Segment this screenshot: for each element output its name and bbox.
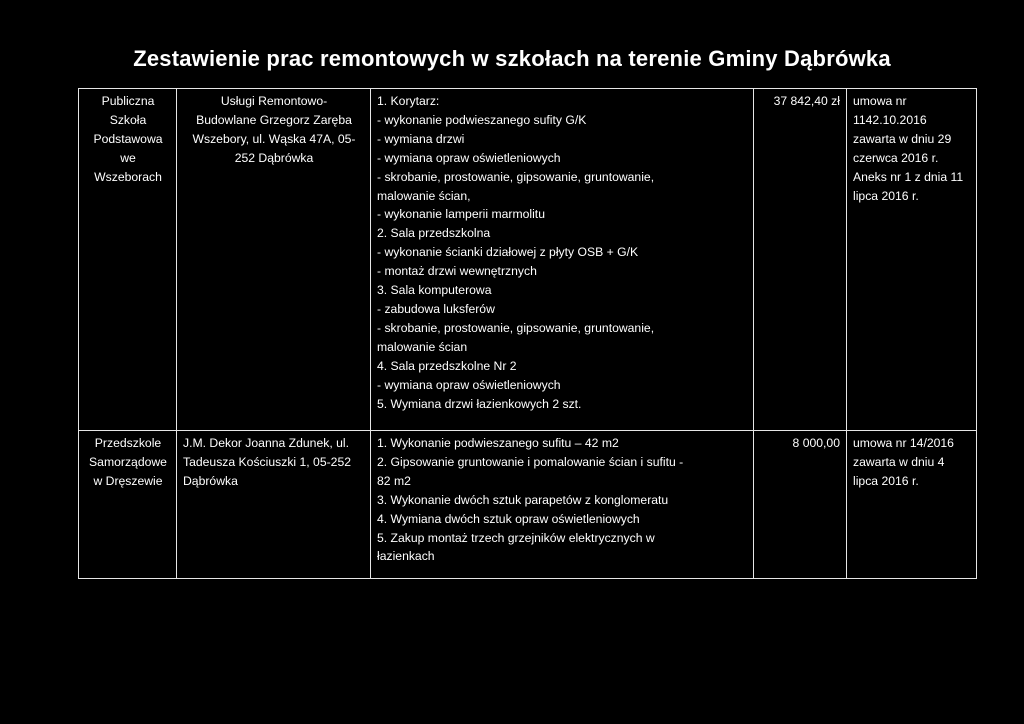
scope-line: 4. Wymiana dwóch sztuk opraw oświetleniowych (377, 511, 640, 526)
scope-line: malowanie ścian, (377, 188, 471, 203)
school-cell (79, 89, 177, 431)
contractor-line: Wszebory, ul. Wąska 47A, 05- (192, 131, 356, 146)
scope-line: - zabudowa luksferów (377, 301, 495, 316)
works-table (78, 88, 977, 579)
contract-line: lipca 2016 r. (853, 473, 919, 488)
scope-line: - montaż drzwi wewnętrznych (377, 264, 537, 279)
scope-cell (371, 431, 754, 579)
contractor-cell (177, 89, 371, 431)
contract-line: zawarta w dniu 4 (853, 454, 945, 469)
contractor-line: Budowlane Grzegorz Zaręba (196, 112, 352, 127)
table-row (79, 89, 977, 431)
school-line: Wszeborach (94, 169, 162, 184)
contract-line: czerwca 2016 r. (853, 150, 939, 165)
page-title: Zestawienie prac remontowych w szkołach na terenie Gminy Dąbrówka (133, 46, 891, 71)
scope-line: łazienkach (377, 549, 435, 564)
scope-line: 2. Sala przedszkolna (377, 226, 491, 241)
contract-line: zawarta w dniu 29 (853, 131, 952, 146)
scope-line: - skrobanie, prostowanie, gipsowanie, gruntowanie, (377, 169, 655, 184)
contract-line: umowa nr (853, 94, 907, 108)
school-line: Przedszkole (94, 436, 162, 450)
scope-line: - wymiana drzwi (377, 131, 465, 146)
scope-line: 1. Korytarz: (377, 94, 440, 108)
school-line: Publiczna (101, 94, 155, 108)
school-cell (79, 431, 177, 579)
contractor-line: Usługi Remontowo- (220, 94, 328, 108)
scope-cell (371, 89, 754, 431)
school-line: w Dręszewie (93, 473, 163, 488)
scope-line: 4. Sala przedszkolne Nr 2 (377, 358, 517, 373)
scope-line: - wykonanie ścianki działowej z płyty OSB + G/K (377, 245, 639, 260)
school-line: Podstawowa (93, 131, 163, 146)
table-row (79, 431, 977, 579)
school-line: Szkoła (109, 112, 147, 127)
amount-value: 8 000,00 (792, 436, 840, 450)
school-line: Samorządowe (89, 454, 167, 469)
scope-line: 82 m2 (377, 473, 411, 488)
scope-line: 5. Zakup montaż trzech grzejników elektrycznych w (377, 530, 655, 545)
contractor-line: Dąbrówka (183, 473, 238, 488)
scope-line: 3. Sala komputerowa (377, 283, 492, 298)
scope-line: - skrobanie, prostowanie, gipsowanie, gruntowanie, (377, 320, 655, 335)
contract-line: Aneks nr 1 z dnia 11 (853, 169, 964, 184)
scope-line: - wymiana opraw oświetleniowych (377, 377, 561, 392)
amount-cell (754, 89, 847, 431)
amount-value: 37 842,40 zł (773, 94, 840, 108)
contract-cell (847, 431, 977, 579)
scope-line: 2. Gipsowanie gruntowanie i pomalowanie ścian i sufitu - (377, 454, 684, 469)
contractor-line: Tadeusza Kościuszki 1, 05-252 (183, 454, 352, 469)
scope-line: 3. Wykonanie dwóch sztuk parapetów z konglomeratu (377, 492, 669, 507)
contractor-line: J.M. Dekor Joanna Zdunek, ul. (183, 436, 349, 450)
amount-cell (754, 431, 847, 579)
contractor-line: 252 Dąbrówka (234, 150, 314, 165)
contract-cell (847, 89, 977, 431)
contract-line: 1142.10.2016 (853, 112, 927, 127)
contract-line: umowa nr 14/2016 (853, 436, 954, 450)
contractor-cell (177, 431, 371, 579)
school-line: we (120, 150, 136, 165)
contract-line: lipca 2016 r. (853, 188, 919, 203)
scope-line: malowanie ścian (377, 339, 468, 354)
scope-line: 1. Wykonanie podwieszanego sufitu – 42 m2 (377, 436, 619, 450)
scope-line: - wymiana opraw oświetleniowych (377, 150, 561, 165)
scope-line: 5. Wymiana drzwi łazienkowych 2 szt. (377, 396, 582, 411)
scope-line: - wykonanie lamperii marmolitu (377, 207, 545, 222)
scope-line: - wykonanie podwieszanego sufity G/K (377, 112, 587, 127)
